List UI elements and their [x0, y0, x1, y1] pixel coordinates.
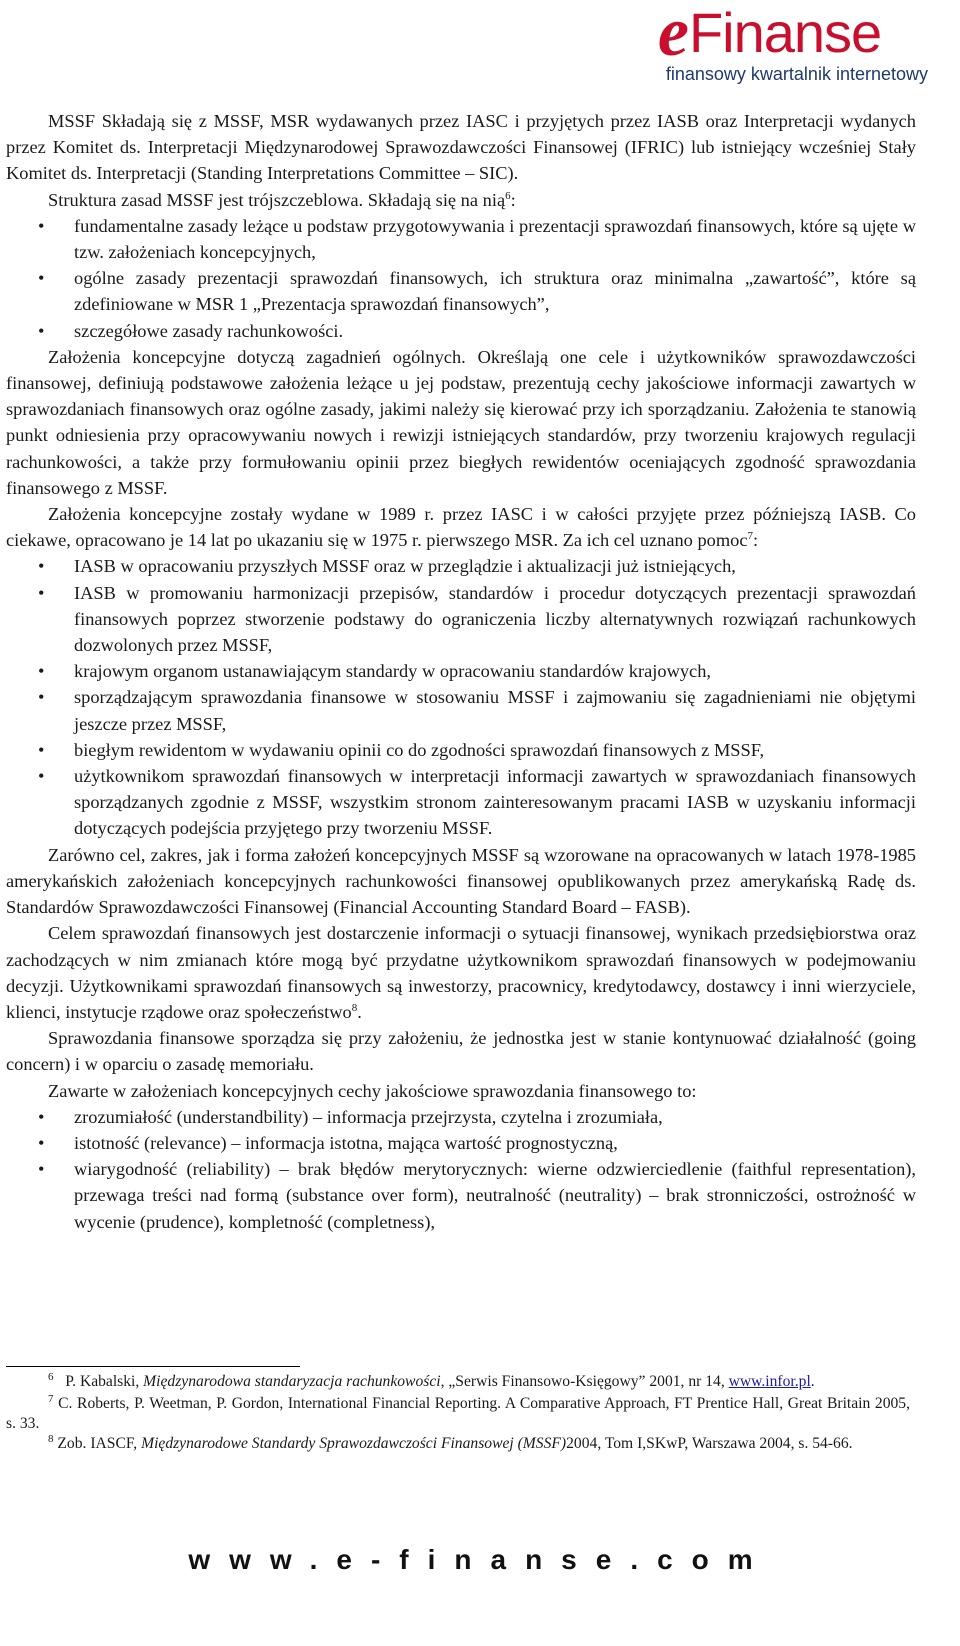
qualities-list [6, 1104, 916, 1235]
list-item: • biegłym rewidentom w wydawaniu opinii co do zgodności sprawozdań finansowych z MSSF, [38, 739, 765, 760]
list-item: • IASB w promowaniu harmonizacji przepisów, standardów i procedur dotyczących prezentacji sprawozdań finansowych poprzez stworzenie podstawy do ograniczenia liczby alternatywnych rozwiązań rachunkowych dozwolonych przez MSSF, [38, 582, 916, 656]
paragraph-going-concern: Sprawozdania finansowe sporządza się przy założeniu, że jednostka jest w stanie kontynuować działalność (going concern) i w oparciu o zasadę memoriału. [6, 1028, 916, 1075]
list-item: • istotność (relevance) – informacja istotna, mająca wartość prognostyczną, [38, 1132, 618, 1153]
infor-link[interactable]: www.infor.pl [728, 1373, 811, 1390]
paragraph-structure: Struktura zasad MSSF jest trójszczeblowa. Składają się na nią$^6$: [48, 189, 516, 210]
footnote-separator [6, 1366, 300, 1367]
paragraph-users: Celem sprawozdań finansowych jest dostarczenie informacji o sytuacji finansowej, wynikach przedsiębiorstwa oraz zachodzących w nim zmianach które mogą być przydatne użytkownikom sprawozdań finansowych w podejmowaniu decyzji. Użytkownikami sprawozdań finansowych są inwestorzy, pracownicy, kredytodawcy, dostawcy i inni wierzyciele, klienci, instytucje rządowe oraz społeczeństwo$^8$. [6, 923, 916, 1022]
logo-wordmark: Finanse [688, 1, 882, 64]
footnote-ref-7: 7 [747, 530, 754, 543]
logo-tagline: finansowy kwartalnik internetowy [665, 64, 928, 84]
footnote-ref-6: 6 [505, 189, 511, 202]
footnotes [6, 1370, 910, 1454]
list-item: • sporządzającym sprawozdania finansowe w stosowaniu MSSF i zajmowaniu się zagadnieniami nie objętymi jeszcze przez MSSF, [38, 687, 916, 734]
paragraph-qualities-intro: Zawarte w założeniach koncepcyjnych cechy jakościowe sprawozdania finansowego to: [48, 1080, 697, 1101]
structure-list [6, 213, 916, 344]
list-item: • zrozumiałość (understandbility) – informacja przejrzysta, czytelna i zrozumiała, [38, 1106, 663, 1127]
article-body [6, 108, 916, 1235]
footnote-6: $^6$ P. Kabalski, Międzynarodowa standaryzacja rachunkowości, „Serwis Finansowo-Księgowy” 2001, nr 14, www.infor.pl. [48, 1370, 815, 1390]
list-item: • wiarygodność (reliability) – brak błędów merytorycznych: wierne odzwierciedlenie (faithful representation), przewaga treści nad formą (substance over form), neutralność (neutrality) – brak stronniczości, ostrożność w wycenie (prudence), kompletność (completness), [38, 1159, 916, 1232]
footnote-7: $^7$ C. Roberts, P. Weetman, P. Gordon, International Financial Reporting. A Comparative Approach, FT Prentice Hall, Great Britain 2005, s. 33. [6, 1392, 910, 1432]
footnote-8: $^8$ Zob. IASCF, Międzynarodowe Standardy Sprawozdawczości Finansowej (MSSF)2004, Tom I,SKwP, Warszawa 2004, s. 54-66. [48, 1432, 853, 1452]
list-item: • ogólne zasady prezentacji sprawozdań finansowych, ich struktura oraz minimalna „zawartość”, które są zdefiniowane w MSR 1 „Prezentacja sprawozdań finansowych”, [38, 268, 916, 315]
list-item: • fundamentalne zasady leżące u podstaw przygotowywania i prezentacji sprawozdań finansowych, które są ujęte w tzw. założeniach koncepcyjnych, [38, 215, 916, 263]
paragraph-fasb: Zarówno cel, zakres, jak i forma założeń koncepcyjnych MSSF są wzorowane na opracowanych w latach 1978-1985 amerykańskich założeniach koncepcyjnych rachunkowości finansowej opublikowanych przez amerykańską Radę ds. Standardów Sprawozdawczości Finansowej (Financial Accounting Standard Board – FASB). [6, 844, 916, 918]
list-item: • szczegółowe zasady rachunkowości. [38, 320, 344, 341]
purpose-list [6, 553, 916, 841]
paragraph-conceptual-framework: Założenia koncepcyjne dotyczą zagadnień ogólnych. Określają one cele i użytkowników sprawozdawczości finansowej, definiują podstawowe założenia leżące u jej podstaw, prezentują cechy jakościowe informacji zawartych w sprawozdaniach finansowych oraz ogólne zasady, jakimi należy się kierować przy ich sporządzaniu. Założenia te stanowią punkt odniesienia przy opracowywaniu nowych i rewizji istniejących standardów, przy tworzeniu krajowych regulacji rachunkowości, a także przy formułowaniu opinii przez biegłych rewidentów oceniających zgodność sprawozdania finansowego z MSSF. [6, 346, 916, 498]
paragraph-mssf-intro: MSSF Składają się z MSSF, MSR wydawanych przez IASC i przyjętych przez IASB oraz Interpretacji wydanych przez Komitet ds. Interpretacji Międzynarodowej Sprawozdawczości Finansowej (IFRIC) lub istniejący wcześniej Stały Komitet ds. Interpretacji (Standing Interpretations Committee – SIC). [6, 111, 916, 184]
list-item: • użytkownikom sprawozdań finansowych w interpretacji informacji zawartych w sprawozdaniach finansowych sporządzanych zgodnie z MSSF, wszystkim stronom zainteresowanym pracami IASB w uzyskaniu informacji dotyczących podejścia przyjętego przy tworzeniu MSSF. [38, 766, 916, 839]
footnote-ref-8: 8 [351, 1001, 358, 1014]
paragraph-history: Założenia koncepcyjne zostały wydane w 1989 r. przez IASC i w całości przyjęte przez późniejszą IASB. Co ciekawe, opracowano je 14 lat po ukazaniu się w 1975 r. pierwszego MSR. Za ich cel uznano pomoc$^7$: [6, 504, 916, 551]
footer-site-url: www.e-finanse.com [188, 1544, 772, 1575]
logo-e: e [657, 0, 689, 71]
list-item: • IASB w opracowaniu przyszłych MSSF oraz w przeglądzie i aktualizacji już istniejących, [38, 556, 736, 577]
list-item: • krajowym organom ustanawiającym standardy w opracowaniu standardów krajowych, [38, 661, 712, 682]
efinanse-logo [657, 0, 928, 85]
